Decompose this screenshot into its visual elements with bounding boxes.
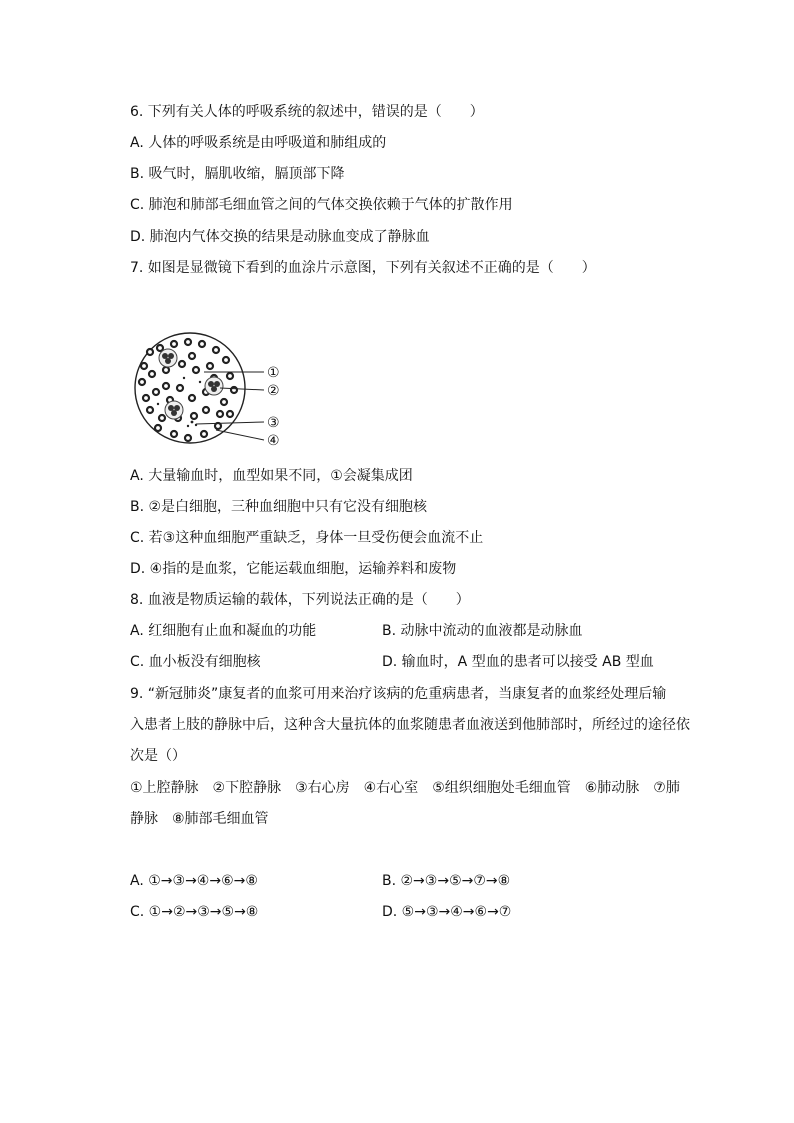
- q6-option-c: C. 肺泡和肺部毛细血管之间的气体交换依赖于气体的扩散作用: [130, 197, 513, 213]
- q6-option-b: B. 吸气时，膈肌收缩，膈顶部下降: [130, 166, 345, 182]
- q9-stem-line-3: 次是（）: [130, 748, 186, 764]
- blood-smear-illustration: [130, 330, 290, 452]
- q9-stem-line-2: 入患者上肢的静脉中后，这种含大量抗体的血浆随患者血液送到他肺部时，所经过的途径依: [130, 717, 690, 733]
- q6-stem: 6. 下列有关人体的呼吸系统的叙述中，错误的是（ ）: [130, 104, 484, 120]
- q8-option-b: B. 动脉中流动的血液都是动脉血: [382, 623, 583, 639]
- q8-option-d: D. 输血时，A 型血的患者可以接受 AB 型血: [382, 654, 654, 670]
- figure-label-1: ①: [267, 365, 280, 381]
- figure-label-2: ②: [267, 383, 280, 399]
- q7-option-c: C. 若③这种血细胞严重缺乏，身体一旦受伤便会血流不止: [130, 530, 484, 546]
- q9-items-line-2: 静脉 ⑧肺部毛细血管: [130, 811, 269, 827]
- q9-option-d: D. ⑤→③→④→⑥→⑦: [382, 904, 512, 920]
- q8-option-c: C. 血小板没有细胞核: [130, 654, 261, 670]
- q9-option-b: B. ②→③→⑤→⑦→⑧: [382, 873, 511, 889]
- q9-option-c: C. ①→②→③→⑤→⑧: [130, 904, 259, 920]
- figure-label-4: ④: [267, 433, 280, 449]
- figure-label-3: ③: [267, 415, 280, 431]
- q6-option-a: A. 人体的呼吸系统是由呼吸道和肺组成的: [130, 135, 387, 151]
- q7-option-d: D. ④指的是血浆，它能运载血细胞，运输养料和废物: [130, 561, 457, 577]
- q7-option-a: A. 大量输血时，血型如果不同，①会凝集成团: [130, 468, 413, 484]
- blood-smear-figure: [130, 330, 290, 452]
- q7-option-b: B. ②是白细胞，三种血细胞中只有它没有细胞核: [130, 499, 428, 515]
- q9-stem-line-1: 9. “新冠肺炎”康复者的血浆可用来治疗该病的危重病患者，当康复者的血浆经处理后输: [130, 686, 667, 702]
- q8-option-a: A. 红细胞有止血和凝血的功能: [130, 623, 317, 639]
- q7-stem: 7. 如图是显微镜下看到的血涂片示意图，下列有关叙述不正确的是（ ）: [130, 260, 596, 276]
- q6-option-d: D. 肺泡内气体交换的结果是动脉血变成了静脉血: [130, 229, 430, 245]
- q9-option-a: A. ①→③→④→⑥→⑧: [130, 873, 258, 889]
- q8-stem: 8. 血液是物质运输的载体，下列说法正确的是（ ）: [130, 592, 470, 608]
- q9-items-line-1: ①上腔静脉 ②下腔静脉 ③右心房 ④右心室 ⑤组织细胞处毛细血管 ⑥肺动脉 ⑦肺: [130, 780, 680, 796]
